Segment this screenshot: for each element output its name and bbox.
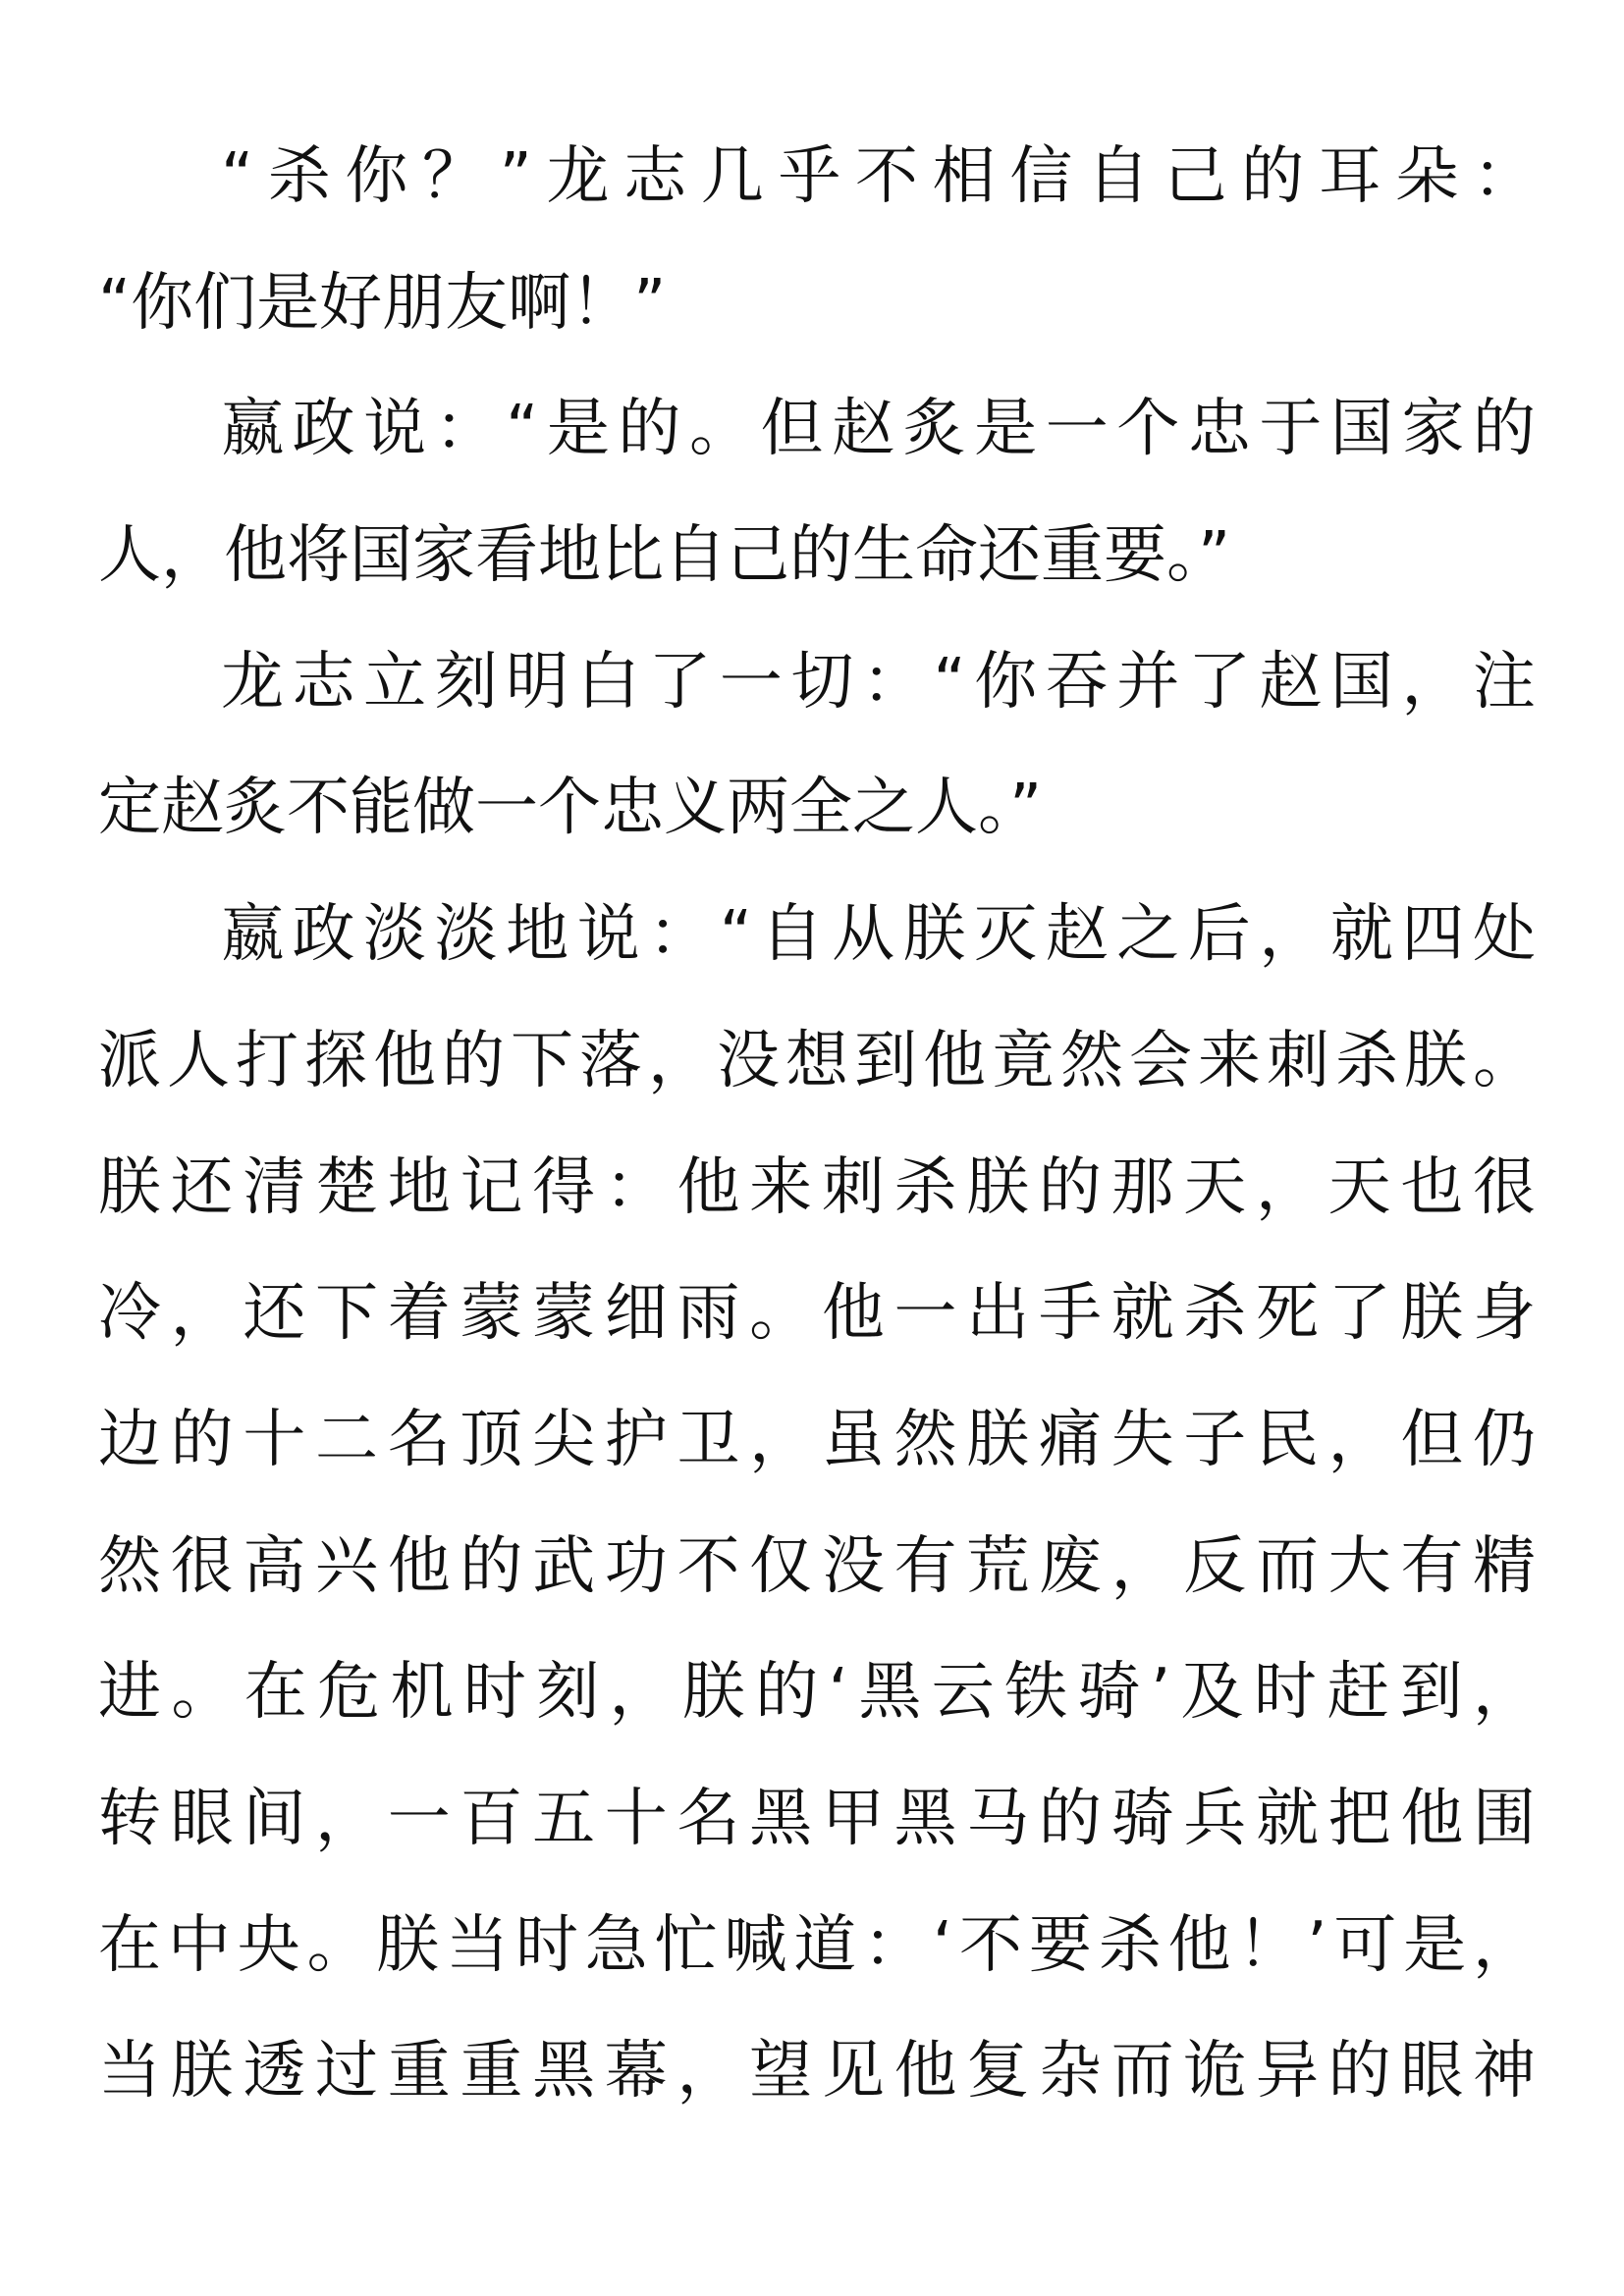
paragraph bbox=[98, 114, 1536, 366]
text-line: 在中央。朕当时急忙喊道：‘不要杀他！’可是， bbox=[98, 1908, 1536, 1982]
text-line: 朕还清楚地记得：他来刺杀朕的那天，天也很 bbox=[98, 1150, 1536, 1224]
text-line: 定赵炙不能做一个忠义两全之人。” bbox=[98, 772, 1043, 845]
text-line: 龙志立刻明白了一切：“你吞并了赵国，注 bbox=[221, 645, 1536, 719]
text-line: “杀你？”龙志几乎不相信自己的耳朵： bbox=[221, 140, 1536, 213]
paragraph bbox=[98, 872, 1536, 2135]
text-line: 进。在危机时刻，朕的‘黑云铁骑’及时赶到， bbox=[98, 1656, 1536, 1730]
text-line: “你们是好朋友啊！” bbox=[98, 266, 667, 340]
text-line: 派人打探他的下落，没想到他竟然会来刺杀朕。 bbox=[98, 1024, 1536, 1097]
text-line: 冷，还下着蒙蒙细雨。他一出手就杀死了朕身 bbox=[98, 1277, 1536, 1351]
text-line: 当朕透过重重黑幕，望见他复杂而诡异的眼神 bbox=[98, 2035, 1536, 2109]
text-line: 人，他将国家看地比自己的生命还重要。” bbox=[98, 519, 1231, 593]
text-line: 边的十二名顶尖护卫，虽然朕痛失子民，但仍 bbox=[98, 1403, 1536, 1476]
text-line: 然很高兴他的武功不仅没有荒废，反而大有精 bbox=[98, 1529, 1536, 1603]
text-line: 转眼间，一百五十名黑甲黑马的骑兵就把他围 bbox=[98, 1782, 1536, 1855]
text-line: 嬴政淡淡地说：“自从朕灭赵之后，就四处 bbox=[221, 898, 1536, 972]
text-line: 嬴政说：“是的。但赵炙是一个忠于国家的 bbox=[221, 393, 1536, 466]
paragraph bbox=[98, 366, 1536, 618]
document-body bbox=[98, 114, 1536, 2135]
paragraph bbox=[98, 619, 1536, 872]
